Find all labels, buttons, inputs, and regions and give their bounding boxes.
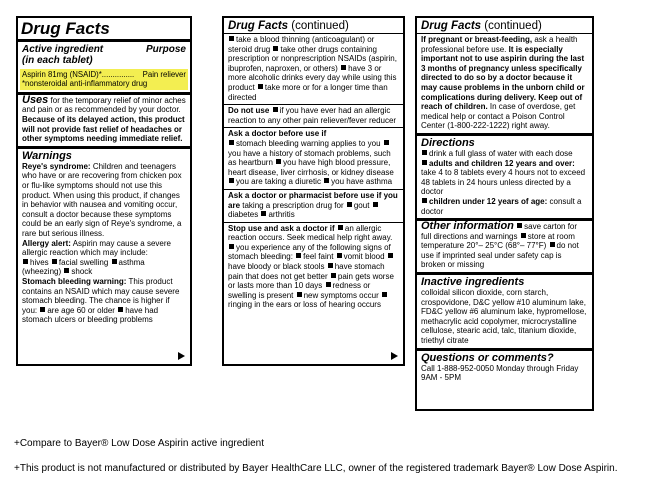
black-square-icon [328, 263, 333, 268]
continued-label: (continued) [288, 20, 349, 32]
reye-title: Reye's syndrome: [22, 161, 91, 171]
drug-facts-panel-3 [415, 16, 594, 411]
stop-item: redness or swelling is present [228, 281, 371, 300]
drug-facts-title: Drug Facts [21, 19, 110, 38]
black-square-icon [324, 178, 329, 183]
active-ingredient-sub: (in each tablet) [22, 55, 93, 66]
black-square-icon [331, 273, 336, 278]
ask-item: you are taking a diuretic [236, 177, 321, 187]
bleed-title: Stomach bleeding warning: [22, 276, 127, 286]
black-square-icon [229, 178, 234, 183]
warning-item: take a blood thinning (anticoagulant) or steroid drug [228, 35, 375, 54]
ask-pharmacist-item: arthritis [268, 210, 295, 220]
ask-pharmacist-title: Ask a doctor or pharmacist before use if you are [228, 190, 398, 210]
allergy-asthma: asthma (wheezing) [22, 257, 145, 277]
black-square-icon [517, 223, 522, 228]
questions-title: Questions or comments? [421, 351, 554, 364]
drug-facts-title: Drug Facts [421, 20, 482, 32]
black-square-icon [296, 253, 301, 258]
black-square-icon [422, 198, 427, 203]
black-square-icon [118, 307, 123, 312]
drug-facts-panel-1 [16, 16, 192, 366]
purpose-label: Purpose [145, 44, 186, 55]
black-square-icon [52, 259, 57, 264]
black-square-icon [337, 253, 342, 258]
reye-text: Children and teenagers who have or are recovering from chicken pox or flu-like symptoms should not use this product. When using this product, if changes in behavior with nausea and vomiting occur, consult a doctor because these symptoms could be an early sign of Reye's syndrome, a rare but serious illness. [22, 161, 182, 238]
inactive-ingredients-title: Inactive ingredients [421, 276, 525, 289]
black-square-icon [112, 259, 117, 264]
black-square-icon [338, 225, 343, 230]
black-square-icon [341, 65, 346, 70]
black-square-icon [297, 292, 302, 297]
stop-item: feel faint [303, 252, 334, 262]
stop-use-title: Stop use and ask a doctor if [228, 223, 335, 233]
black-square-icon [229, 36, 234, 41]
bleed-had: have had stomach ulcers or bleeding problems [22, 305, 159, 325]
questions-section [417, 351, 592, 385]
direction-children: children under 12 years of age: [429, 196, 548, 206]
pregnancy-section [417, 34, 592, 133]
stop-item: new symptoms occur [303, 290, 379, 300]
inactive-ingredients-section [417, 275, 592, 348]
black-square-icon [273, 46, 278, 51]
questions-text: Call 1-888-952-0050 Monday through Friday 9AM - 5PM [421, 363, 579, 383]
bleed-text: This product contains an NSAID which may cause severe stomach bleeding. The chance is higher if you: [22, 276, 180, 315]
black-square-icon [23, 259, 28, 264]
stop-use-section [224, 223, 403, 312]
allergy-shock: shock [71, 267, 93, 277]
ask-item: you have a history of stomach problems, such as heartburn [228, 148, 391, 168]
black-square-icon [382, 292, 387, 297]
uses-title: Uses [22, 93, 49, 106]
other-info-item: do not use if imprinted seal under safety cap is broken or missing [421, 241, 579, 270]
allergy-text: Aspirin may cause a severe allergic reaction which may include: [22, 238, 171, 258]
other-info-item: save carton for full directions and warnings [421, 222, 578, 241]
black-square-icon [347, 202, 352, 207]
uses-bold: Because of its delayed action, this product will not provide fast relief of headaches or other symptoms needing immediate relief. [22, 115, 185, 144]
right-triangle-icon [178, 352, 185, 360]
black-square-icon [40, 307, 45, 312]
do-not-use-title: Do not use [228, 106, 270, 116]
drug-facts-title: Drug Facts [228, 20, 289, 32]
pregnancy-warning: It is especially important not to use aspirin during the last 3 months of pregnancy unless specifically directed to do so by a doctor because it may cause problems in the unborn child or complications during delivery. Keep out of reach of children. [421, 44, 585, 112]
allergy-list [22, 258, 186, 277]
stop-item: vomit blood [343, 252, 385, 262]
black-square-icon [550, 242, 555, 247]
overdose-text: In case of overdose, get medical help or contact a Poison Control Center (1-800-222-1222) right away. [421, 102, 576, 131]
directions-title: Directions [421, 136, 475, 149]
drug-facts-panel-2 [222, 16, 405, 366]
footer-compare-note: +Compare to Bayer® Low Dose Aspirin active ingredient [14, 438, 264, 449]
warning-item: have 3 or more alcoholic drinks every day while using this product [228, 63, 397, 92]
black-square-icon [64, 268, 69, 273]
other-information-title: Other information [421, 220, 514, 233]
right-triangle-icon [391, 352, 398, 360]
direction-item: consult a doctor [421, 196, 582, 216]
allergy-hives: hives [30, 257, 49, 267]
black-square-icon [229, 140, 234, 145]
black-square-icon [521, 233, 526, 238]
purpose-value: Pain reliever [142, 70, 186, 79]
black-square-icon [258, 84, 263, 89]
other-information-section [417, 221, 592, 272]
ask-item: stomach bleeding warning applies to you [236, 138, 381, 148]
active-ingredient-header [18, 42, 190, 55]
panel-title [224, 18, 403, 33]
inactive-ingredients-text: colloidal silicon dioxide, corn starch, crospovidone, D&C yellow #10 aluminum lake, FD&C yellow #6 aluminum lake, hypromellose, methacrylic acid copolymer, microcrystalline cellulose, stearic acid, talc, titanium dioxide, triethyl citrate [421, 288, 587, 346]
ingredient-dots: ............... [101, 70, 135, 79]
panel-title [417, 18, 592, 33]
direction-item: drink a full glass of water with each dose [429, 148, 573, 158]
stop-item: have stomach pain that does not get better [228, 262, 385, 281]
nsaid-note: *nonsteroidal anti-inflammatory drug [22, 79, 148, 89]
ask-pharmacist-text: taking a prescription drug for [240, 200, 344, 210]
continued-label: (continued) [481, 20, 542, 32]
allergy-facial: facial swelling [58, 257, 109, 267]
uses-text: for the temporary relief of minor aches and pain or as recommended by your doctor. [22, 95, 186, 115]
warnings-section [18, 149, 190, 327]
pregnancy-text: ask a health professional before use. [421, 35, 578, 54]
black-square-icon [273, 107, 278, 112]
stop-item: have bloody or black stools [228, 262, 325, 272]
black-square-icon [384, 140, 389, 145]
black-square-icon [373, 202, 378, 207]
allergy-title: Allergy alert: [22, 238, 71, 248]
stop-item: ringing in the ears or loss of hearing occurs [228, 300, 381, 310]
black-square-icon [388, 253, 393, 258]
warnings-continued [224, 34, 403, 104]
ask-pharmacist-item: gout [353, 200, 370, 210]
uses-section [18, 95, 190, 146]
ask-doctor-title: Ask a doctor before use if [228, 129, 327, 139]
other-info-item: store at room temperature 20°– 25°C (68°– 77°F) [421, 231, 575, 251]
ingredient-name: Aspirin 81mg (NSAID)* [22, 70, 102, 79]
black-square-icon [422, 160, 427, 165]
black-square-icon [229, 244, 234, 249]
warning-item: take more or for a longer time than directed [228, 82, 388, 102]
stop-item: an allergic reaction occurs. Seek medical help right away. [228, 223, 393, 243]
stop-item: you experience any of the following signs of stomach bleeding: [228, 242, 391, 262]
bleed-age: are age 60 or older [47, 305, 115, 315]
stop-item: pain gets worse or lasts more than 10 days [228, 271, 394, 291]
ask-pharmacist-item: diabetes [228, 210, 259, 220]
black-square-icon [276, 159, 281, 164]
warnings-title: Warnings [22, 149, 72, 162]
ask-pharmacist-section [224, 190, 403, 222]
black-square-icon [261, 211, 266, 216]
direction-item: take 4 to 8 tablets every 4 hours not to exceed 48 tablets in 24 hours unless directed by a doctor [421, 168, 586, 197]
pregnancy-bold: If pregnant or breast-feeding, [421, 35, 533, 44]
ask-item: you have high blood pressure, heart disease, liver cirrhosis, or kidney disease [228, 158, 394, 177]
do-not-use-text: if you have ever had an allergic reaction to any other pain reliever/fever reducer [228, 106, 397, 125]
active-ingredient-label: Active ingredient [22, 44, 104, 55]
black-square-icon [422, 150, 427, 155]
direction-adults: adults and children 12 years and over: [429, 158, 575, 168]
ask-item: you have asthma [331, 177, 393, 187]
directions-section [417, 136, 592, 218]
warning-item: take other drugs containing prescription or nonprescription NSAIDs (aspirin, ibuprofen, naproxen, or others) [228, 44, 397, 73]
ingredient-highlight [20, 69, 188, 90]
footer-trademark-note: +This product is not manufactured or distributed by Bayer HealthCare LLC, owner of the registered trademark Bayer® Low Dose Aspirin. [14, 463, 618, 474]
ask-doctor-section [224, 128, 403, 189]
black-square-icon [326, 282, 331, 287]
do-not-use-section [224, 105, 403, 127]
